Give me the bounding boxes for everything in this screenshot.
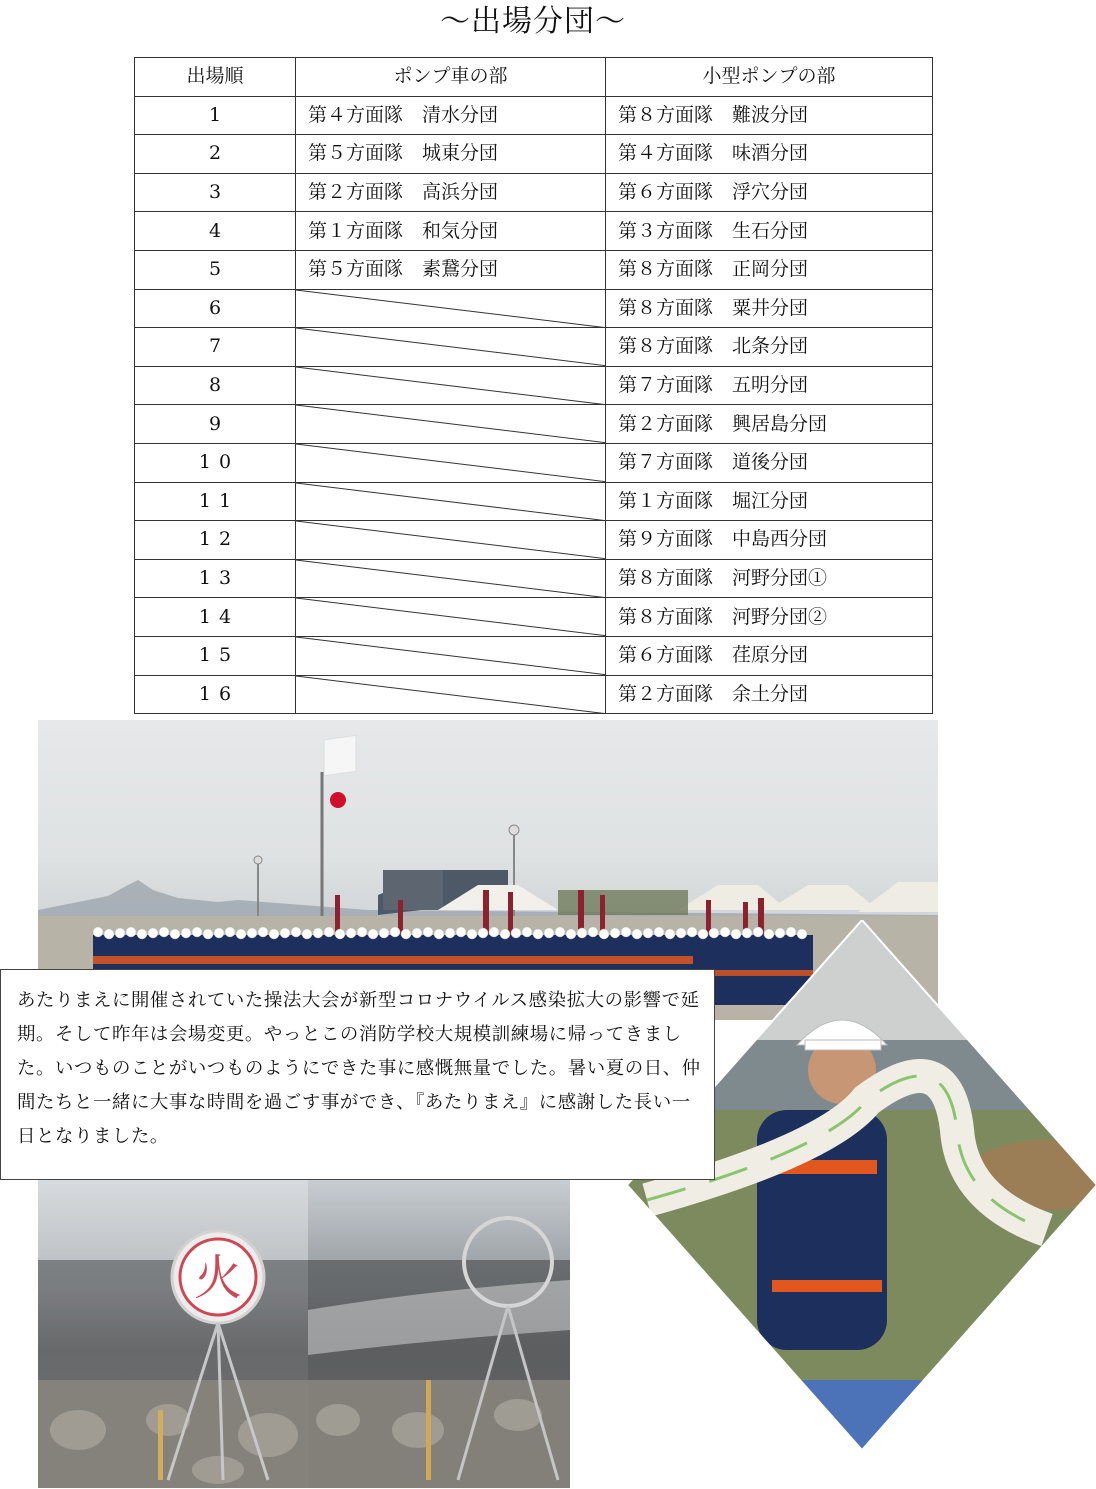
pump-team-cell: 第４方面隊 清水分団 [296,96,606,135]
target-spray-photo-right [308,1180,570,1488]
diagonal-slash [296,405,605,443]
small-pump-team-cell: 第８方面隊 北条分団 [606,328,933,367]
order-cell: 13 [135,559,296,598]
table-row [135,636,933,675]
diagonal-slash [296,444,605,482]
order-cell: 2 [135,135,296,174]
order-cell: 9 [135,405,296,444]
order-cell: 16 [135,675,296,714]
diagonal-slash [296,367,605,405]
small-pump-team-cell: 第７方面隊 五明分団 [606,366,933,405]
small-pump-team-cell: 第８方面隊 河野分団① [606,559,933,598]
order-cell: 10 [135,443,296,482]
small-pump-team-cell: 第６方面隊 浮穴分団 [606,173,933,212]
small-pump-team-cell: 第１方面隊 堀江分団 [606,482,933,521]
pump-team-cell-empty [296,366,606,405]
table-row [135,366,933,405]
table-row [135,212,933,251]
team-order-table [134,57,933,714]
pump-team-cell-empty [296,443,606,482]
table-row [135,443,933,482]
order-cell: 7 [135,328,296,367]
table-row [135,135,933,174]
pump-team-cell-empty [296,598,606,637]
diagonal-slash [296,521,605,559]
diagonal-slash [296,290,605,328]
header-pump-division: ポンプ車の部 [296,58,606,97]
pump-team-cell-empty [296,675,606,714]
pump-team-cell-empty [296,289,606,328]
small-pump-team-cell: 第２方面隊 興居島分団 [606,405,933,444]
table-header-row [135,58,933,97]
pump-team-cell: 第２方面隊 高浜分団 [296,173,606,212]
order-cell: 14 [135,598,296,637]
order-cell: 6 [135,289,296,328]
small-pump-team-cell: 第９方面隊 中島西分団 [606,521,933,560]
pump-team-cell: 第１方面隊 和気分団 [296,212,606,251]
table-row [135,289,933,328]
pump-team-cell-empty [296,521,606,560]
order-cell: 3 [135,173,296,212]
pump-team-cell-empty [296,559,606,598]
table-row [135,521,933,560]
target-spray-photo-left [38,1180,308,1488]
pump-team-cell-empty [296,482,606,521]
table-row [135,250,933,289]
order-cell: 11 [135,482,296,521]
diagonal-slash [296,328,605,366]
japan-flag-icon [324,735,356,808]
order-cell: 8 [135,366,296,405]
pump-team-cell-empty [296,328,606,367]
pump-team-cell-empty [296,405,606,444]
order-cell: 5 [135,250,296,289]
small-pump-team-cell: 第７方面隊 道後分団 [606,443,933,482]
order-cell: 15 [135,636,296,675]
order-cell: 1 [135,96,296,135]
table-row [135,559,933,598]
diagonal-slash [296,483,605,521]
small-pump-team-cell: 第８方面隊 粟井分団 [606,289,933,328]
table-row [135,675,933,714]
table-row [135,96,933,135]
header-order: 出場順 [135,58,296,97]
table-row [135,173,933,212]
diagonal-slash [296,560,605,598]
order-cell: 12 [135,521,296,560]
caption-text: あたりまえに開催されていた操法大会が新型コロナウイルス感染拡大の影響で延期。そして昨年は会場変更。やっとこの消防学校大規模訓練場に帰ってきました。いつものことがいつものようにできた事に感慨無量でした。暑い夏の日、仲間たちと一緒に大事な時間を過ごす事ができ、『あたりまえ』に感謝した長い一日となりました。 [17,990,701,1147]
small-pump-team-cell: 第２方面隊 余土分団 [606,675,933,714]
table-row [135,598,933,637]
small-pump-team-cell: 第６方面隊 荏原分団 [606,636,933,675]
pump-team-cell-empty [296,636,606,675]
table-row [135,328,933,367]
diagonal-slash [296,598,605,636]
small-pump-team-cell: 第３方面隊 生石分団 [606,212,933,251]
table-row [135,405,933,444]
small-pump-team-cell: 第８方面隊 難波分団 [606,96,933,135]
diagonal-slash [296,676,605,714]
header-small-pump-division: 小型ポンプの部 [606,58,933,97]
table-row [135,482,933,521]
diagonal-slash [296,637,605,675]
small-pump-team-cell: 第８方面隊 正岡分団 [606,250,933,289]
small-pump-team-cell: 第４方面隊 味酒分団 [606,135,933,174]
small-pump-team-cell: 第８方面隊 河野分団② [606,598,933,637]
order-cell: 4 [135,212,296,251]
caption-box [0,969,715,1180]
pump-team-cell: 第５方面隊 城東分団 [296,135,606,174]
target-fire-mark: 火 [193,1250,243,1306]
pump-team-cell: 第５方面隊 素鵞分団 [296,250,606,289]
page-title: ～出場分団～ [440,4,626,39]
